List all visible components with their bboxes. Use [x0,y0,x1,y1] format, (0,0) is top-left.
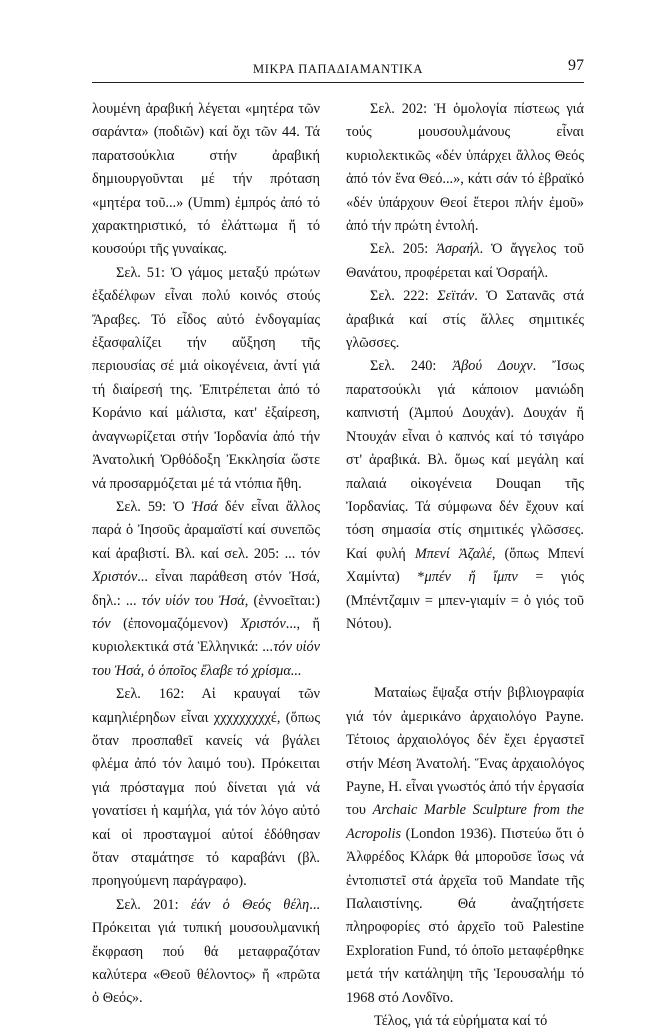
note-page-51: Σελ. 51: Ὁ γάμος μεταξύ πρώτων ἐξαδέλφων εἶναι πολύ κοινός στούς Ἄραβες. Τό εἶδος αὐτό ἐνδογαμίας ἐξασφαλίζει τήν αὔξηση τῆς περιουσίας σέ μιά οἰκογένεια, ἀντί γιά τή διαίρεσή της. Ἐπιτρέπεται ἀπό τό Κοράνιο καί μάλιστα, κατ' ἐξαίρεση, ἀναγνωρίζεται στήν Ἰορδανία ἀπό τήν Ἀνατολική Ὀρθόδοξη Ἐκκλησία ὥστε νά προσαρμόζεται μέ τά ντόπια ἤθη. [92,264,320,492]
italic-term: Ἀβού Δουχν [452,358,533,375]
note-page-201 [92,894,320,1011]
text-run: Σελ. 240: [370,358,453,375]
text-run: (London 1936). Πιστεύω ὅτι ὁ Ἀλφρέδος Κλάρκ θά μποροῦσε ἴσως νά ἐντοπιστεῖ στά ἀρχεῖα τοῦ Mandate τῆς Παλαιστίνης. Θά ἀναζητήσετε πληροφορίες στό ἀρχεῖο τοῦ Palestine Exploration Fund, τό ὁποῖο μεταφέρθηκε μετά τήν κατάληψη τῆς Ἱερουσαλήμ τό 1968 στό Λονδῖνο. [346,825,584,1006]
page-number: 97 [568,57,584,74]
text-run: . Ὁ ἄγγελος τοῦ Θανάτου, προφέρεται καί Ὀσραήλ. [346,241,584,281]
text-run: ... εἶναι παράθεση στόν [137,569,289,586]
italic-term: Μπενί Ἀζαλέ [414,545,492,562]
text-run: Σελ. 205: [370,241,437,258]
italic-term: ἐάν ὁ Θεός θέλη [190,896,310,913]
text-run: , δηλ.: ... [92,569,320,609]
text-run: , (ὅπως Μπενί Χαμίντα) * [346,545,584,586]
italic-term: τόν υἱόν του Ἠσά [141,592,245,609]
text-run: ..., ἤ κυριολεκτικά στά Ἑλληνικά: [92,615,320,656]
right-column [346,98,584,1033]
italic-term: τόν [92,615,111,632]
text-run: Σελ. 201: [116,896,191,913]
text-run: . Ἴσως παρατσούκλι γιά κάποιον μανιώδη καπνιστή (Ἀμπού Δουχάν). Δουχάν ἤ Ντουχάν εἶναι ὁ καπνός καί τό τσιγάρο στ' ἀραβικά. Βλ. ὅμως καί μεγάλη καί παλαιά οἰκογένεια Douqan τῆς Ἰορδανίας. Τά σύμφωνα δέν ἔχουν καί τόση σημασία στίς σημιτικές γλῶσσες. Καί φυλή [346,358,584,562]
italic-term: Σεϊτάν [437,288,475,305]
note-page-202: Σελ. 202: Ἡ ὁμολογία πίστεως γιά τούς μουσουλμάνους εἶναι κυριολεκτικῶς «δέν ὑπάρχει ἄλλος Θεός ἀπό τόν ἕνα Θεό...», κάτι σάν τό ἑβραϊκό «δέν ὑπάρχουν Θεοί ἕτεροι πλήν ἐμοῦ» ἀπό τήν πρώτη ἐντολή. [346,101,584,235]
text-run: = γιός (Μπέντζαμιν = μπεν-γιαμίν = ὁ γιός τοῦ Νότου). [346,569,584,632]
note-page-162: Σελ. 162: Αἱ κραυγαί τῶν καμηλιέρηδων εἶναι χχχχχχχχχέ, (ὅπως ὅταν προσπαθεῖ κανείς νά βγάλει φλέμα ἀπό τόν λαιμό του). Πρόκειται γιά πρόσταγμα πού δίνεται γιά νά γονατίσει ἡ καμήλα, γιά τόν λόγο αὐτό καί οἱ προσταγμοί αὐτοί ἐδόθησαν ὅταν σταμάτησε τό καραβάνι (βλ. προηγούμενη παράγραφο). [92,686,320,890]
italic-title: Archaic Marble Sculpture from the Acropolis [346,802,584,842]
paragraph-payne [346,682,584,1010]
paragraph-closing: Τέλος, γιά τά εὑρήματα καί τό [374,1013,548,1030]
text-run: ... Πρόκειται γιά τυπική μουσουλμανική ἔκφραση πού θά μεταφραζόταν καλύτερα «Θεοῦ θέλοντος» ἤ «πρῶτα ὁ Θεός». [92,896,320,1007]
text-run: Σελ. 222: [370,288,438,305]
italic-term: Χριστόν [240,615,286,632]
running-head [92,57,584,83]
text-run: Ματαίως ἔψαξα στήν βιβλιογραφία γιά τόν ἀμερικάνο ἀρχαιολόγο Payne. Τέτοιος ἀρχαιολόγος δέν ἔχει ἐργαστεῖ στήν Μέση Ἀνατολή. Ἕνας ἀρχαιολόγος Payne, H. εἶναι γνωστός ἀπό τήν ἐργασία του [346,685,584,819]
note-page-205 [346,238,584,285]
italic-term: ...τόν υἱόν του Ἠσά, ὁ ὁποῖος ἔλαβε τό χρίσμα... [92,639,321,679]
note-page-222 [346,285,584,355]
italic-term: Ἠσά [191,498,218,515]
italic-term: Ἀσραήλ [436,241,480,258]
text-run: . Ὁ Σατανᾶς στά ἀραβικά καί στίς ἄλλες σημιτικές γλῶσσες. [346,288,584,352]
text-run: δέν εἶναι ἄλλος παρά ὁ Ἰησοῦς ἀραμαϊστί καί συνεπῶς καί ἀραβιστί. Βλ. καί σελ. 205: ... τόν [92,498,320,562]
note-page-59 [92,496,320,683]
note-page-240 [346,355,584,636]
italic-term: Χριστόν [92,569,138,586]
italic-term: μπέν ἤ ἴμπν [424,569,518,586]
text-run: Σελ. 59: Ὁ [116,498,192,515]
running-title: ΜΙΚΡΑ ΠΑΠΑΔΙΑΜΑΝΤΙΚΑ [253,62,423,76]
text-run: Ἠσά [288,569,317,586]
section-gap [346,636,584,682]
paragraph-continued: λουμένη ἀραβική λέγεται «μητέρα τῶν σαράντα» (ποδιῶν) καί ὄχι τῶν 44. Τά παρατσούκλια στήν ἀραβική δημιουργοῦνται μέ τήν πρόταση «μητέρα τοῦ...» (Umm) ἐμπρός ἀπό τό χαρακτηριστικό, τό ἐλάττωμα ἤ τό κουσούρι τῆς γυναίκας. [92,101,320,258]
left-column [92,98,320,1011]
text-run: (ἐπονομαζόμενον) [110,615,241,632]
text-run: , (ἐννοεῖται:) [244,592,321,609]
